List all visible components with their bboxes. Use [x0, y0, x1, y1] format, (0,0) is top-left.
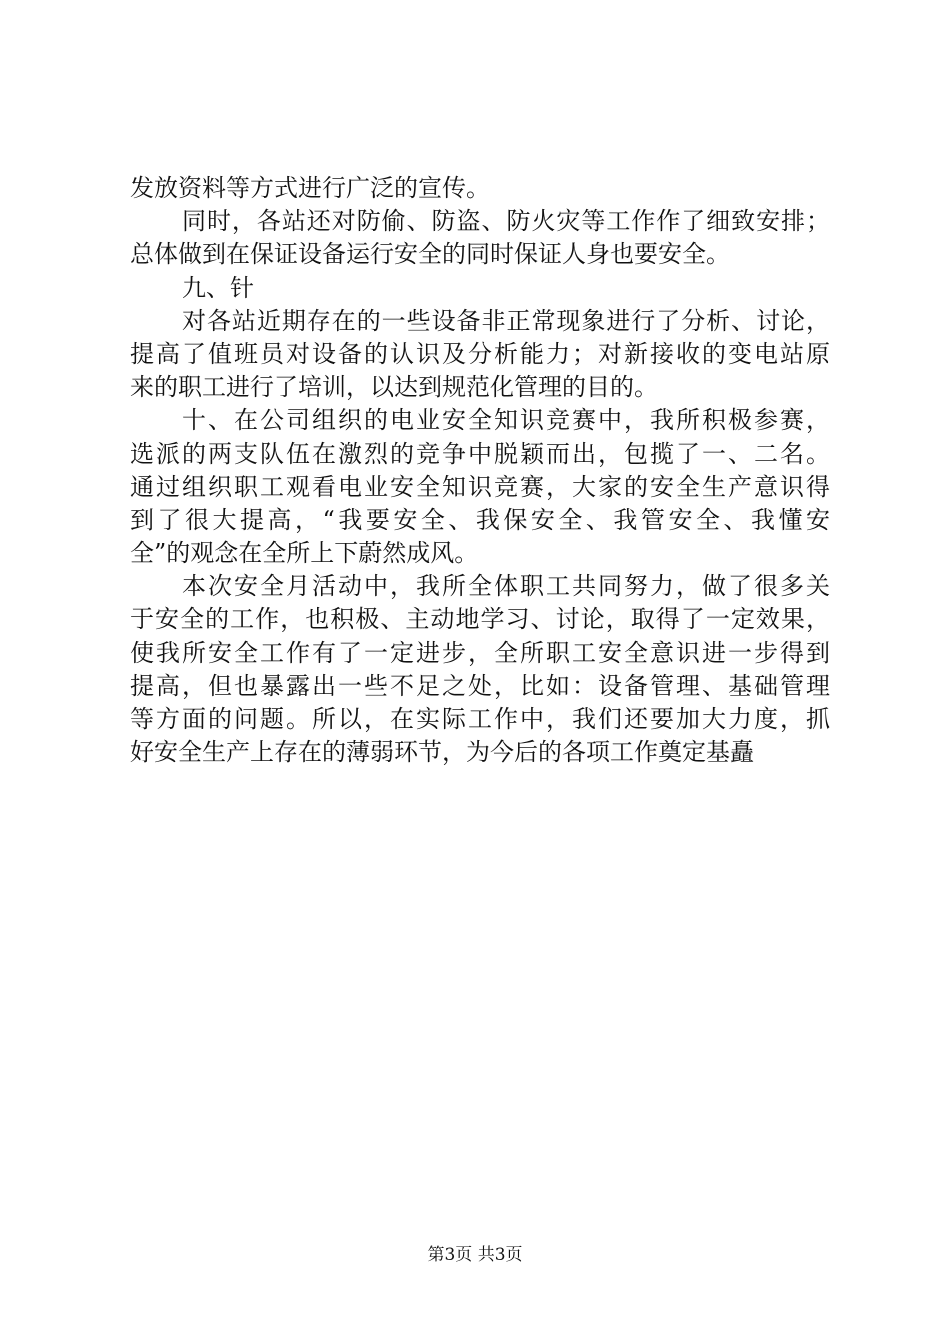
paragraph-start: 同时，各站还对防偷、防盗、防火灾等工作作了细致安排；: [182, 207, 830, 236]
section-heading: 九、针: [182, 273, 254, 302]
text-line: 于安全的工作，也积极、主动地学习、讨论，取得了一定效果，: [130, 605, 830, 634]
text-line: 好安全生产上存在的薄弱环节，为今后的各项工作奠定基矗: [130, 738, 754, 767]
paragraph-start: 对各站近期存在的一些设备非正常现象进行了分析、讨论，: [182, 306, 830, 335]
text-line: 来的职工进行了培训，以达到规范化管理的目的。: [130, 373, 658, 402]
text-line: 总体做到在保证设备运行安全的同时保证人身也要安全。: [130, 240, 730, 269]
text-line: 通过组织职工观看电业安全知识竞赛，大家的安全生产意识得: [130, 472, 830, 501]
paragraph-start: 本次安全月活动中，我所全体职工共同努力，做了很多关: [182, 572, 830, 601]
paragraph-start: 十、在公司组织的电业安全知识竞赛中，我所积极参赛，: [182, 406, 830, 435]
text-line: 使我所安全工作有了一定进步，全所职工安全意识进一步得到: [130, 638, 830, 667]
text-line: 选派的两支队伍在激烈的竞争中脱颖而出，包揽了一、二名。: [130, 439, 830, 468]
text-line: 全”的观念在全所上下蔚然成风。: [130, 539, 479, 568]
text-line: 到了很大提高，“我要安全、我保安全、我管安全、我懂安: [130, 505, 830, 534]
text-line: 等方面的问题。所以，在实际工作中，我们还要加大力度，抓: [130, 705, 830, 733]
page-number: 第3页 共3页: [427, 1245, 523, 1265]
text-line: 提高了值班员对设备的认识及分析能力；对新接收的变电站原: [130, 339, 830, 368]
text-line: 提高，但也暴露出一些不足之处，比如：设备管理、基础管理: [130, 671, 830, 700]
text-line: 发放资料等方式进行广泛的宣传。: [130, 174, 490, 202]
document-body: [130, 172, 830, 769]
